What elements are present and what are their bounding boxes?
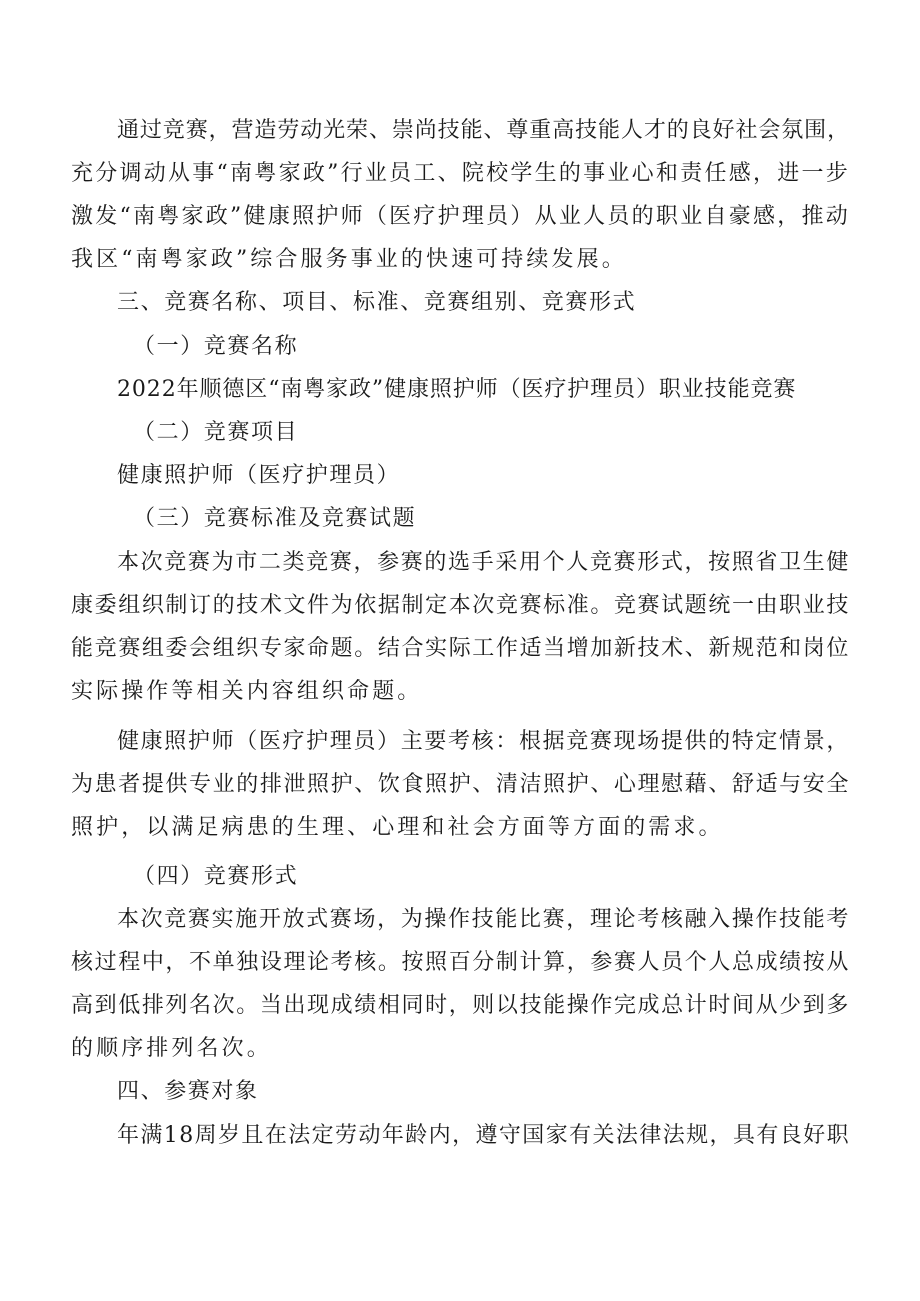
paragraph-line <box>0 591 920 621</box>
paragraph-line <box>0 245 920 275</box>
paragraph-line <box>0 634 920 664</box>
text: 年满18周岁且在法定劳动年龄内，遵守国家有关法律法规，具有良好职 <box>117 1123 850 1148</box>
paragraph-line <box>0 548 920 578</box>
text: 健康照护师（医疗护理员） <box>117 463 401 488</box>
paragraph-line <box>0 116 920 146</box>
paragraph-line <box>0 202 920 232</box>
subsection-heading <box>0 862 920 892</box>
paragraph-line <box>0 461 920 491</box>
text: 本次竞赛为市二类竞赛，参赛的选手采用个人竞赛形式，按照省卫生健 <box>117 550 850 575</box>
subsection-heading <box>0 418 920 448</box>
text: 我区“南粤家政”综合服务事业的快速可持续发展。 <box>71 247 627 272</box>
text: 照护，以满足病患的生理、心理和社会方面等方面的需求。 <box>71 815 724 840</box>
text: 四、参赛对象 <box>117 1079 259 1104</box>
text: 2022年顺德区“南粤家政”健康照护师（医疗护理员）职业技能竞赛 <box>117 377 797 402</box>
text: （三）竞赛标准及竞赛试题 <box>133 506 417 531</box>
section-heading <box>0 1077 920 1107</box>
subsection-heading <box>0 332 920 362</box>
text: 的顺序排列名次。 <box>71 1036 272 1061</box>
paragraph-line <box>0 727 920 757</box>
paragraph-line <box>0 677 920 707</box>
text: 康委组织制订的技术文件为依据制定本次竞赛标准。竞赛试题统一由职业技 <box>71 593 850 618</box>
paragraph-line <box>0 991 920 1021</box>
text: 为患者提供专业的排泄照护、饮食照护、清洁照护、心理慰藉、舒适与安全 <box>71 772 850 797</box>
paragraph-line <box>0 813 920 843</box>
paragraph-line <box>0 375 920 405</box>
text: 核过程中，不单独设理论考核。按照百分制计算，参赛人员个人总成绩按从 <box>71 950 850 975</box>
subsection-heading <box>0 504 920 534</box>
text: 本次竞赛实施开放式赛场，为操作技能比赛，理论考核融入操作技能考 <box>117 907 850 932</box>
text: 通过竞赛，营造劳动光荣、崇尚技能、尊重高技能人才的良好社会氛围， <box>117 118 850 143</box>
text: （一）竞赛名称 <box>133 334 299 359</box>
paragraph-line <box>0 159 920 189</box>
paragraph-line <box>0 1034 920 1064</box>
paragraph-line <box>0 770 920 800</box>
text: 实际操作等相关内容组织命题。 <box>71 679 423 704</box>
paragraph-line <box>0 948 920 978</box>
paragraph-line <box>0 1121 920 1151</box>
text: 高到低排列名次。当出现成绩相同时，则以技能操作完成总计时间从少到多 <box>71 993 850 1018</box>
paragraph-line <box>0 905 920 935</box>
text: 健康照护师（医疗护理员）主要考核：根据竞赛现场提供的特定情景， <box>117 729 850 754</box>
text: 能竞赛组委会组织专家命题。结合实际工作适当增加新技术、新规范和岗位 <box>71 636 850 661</box>
text: 激发“南粤家政”健康照护师（医疗护理员）从业人员的职业自豪感，推动 <box>71 204 850 229</box>
text: （四）竞赛形式 <box>133 864 299 889</box>
text: （二）竞赛项目 <box>133 420 299 445</box>
section-heading <box>0 288 920 318</box>
text: 三、竞赛名称、项目、标准、竞赛组别、竞赛形式 <box>117 290 637 315</box>
text: 充分调动从事“南粤家政”行业员工、院校学生的事业心和责任感，进一步 <box>71 161 850 186</box>
